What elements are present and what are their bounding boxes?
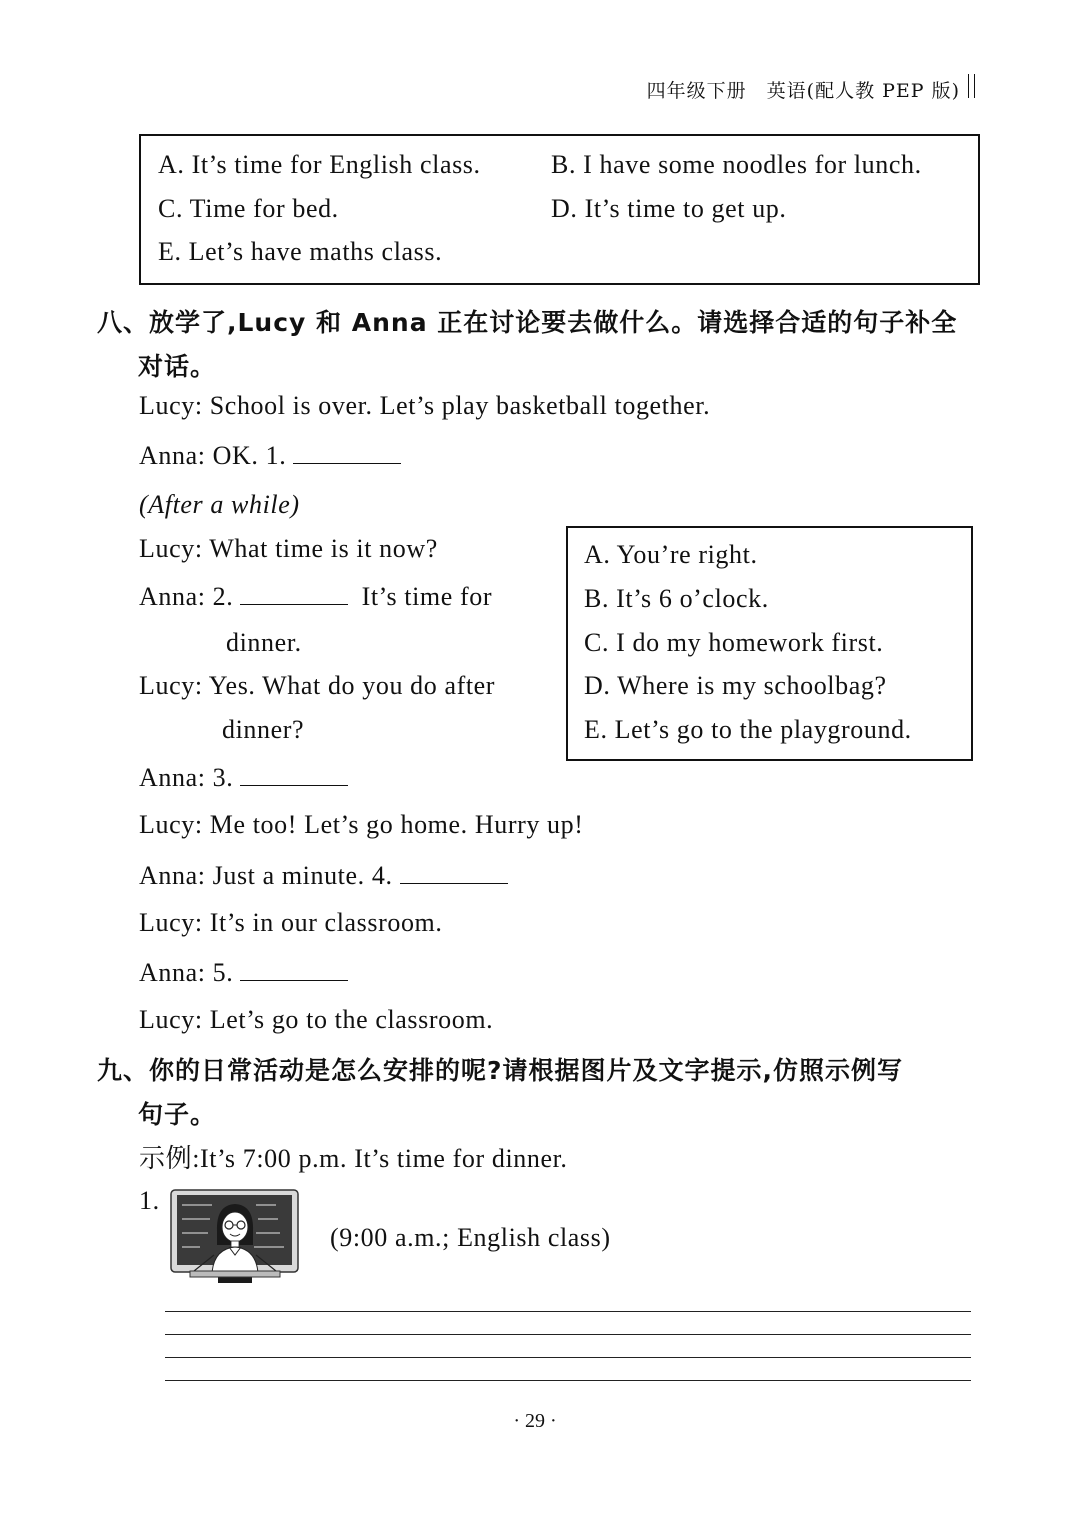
dialogue-line-5: Anna: 2. It’s time for [139,582,493,611]
header-rule [968,74,975,98]
option-b-top: B. I have some noodles for lunch. [551,150,922,179]
dialogue-line-5-cont: dinner. [226,628,302,657]
writing-line-4[interactable] [165,1380,971,1381]
dialogue-line-2: Anna: OK. 1. [139,439,401,471]
dialogue-line-7: Anna: 3. [139,761,348,793]
section8-title-cont: 对话。 [138,352,217,381]
dialogue-line-8: Lucy: Me too! Let’s go home. Hurry up! [139,810,584,839]
dialogue-line-9: Anna: Just a minute. 4. [139,859,508,891]
dialogue-option-d: D. Where is my schoolbag? [584,671,887,700]
writing-line-3[interactable] [165,1357,971,1358]
section8-title: 八、放学了,Lucy 和 Anna 正在讨论要去做什么。请选择合适的句子补全 [97,308,958,337]
page-number: · 29 · [513,1410,557,1432]
dialogue-line-12: Lucy: Let’s go to the classroom. [139,1005,494,1034]
answer-blank-5[interactable] [240,956,348,981]
dialogue-line-10: Lucy: It’s in our classroom. [139,908,443,937]
dialogue-option-e: E. Let’s go to the playground. [584,715,912,744]
dialogue-line-4: Lucy: What time is it now? [139,534,438,563]
answer-blank-1[interactable] [293,439,401,464]
dialogue-option-b: B. It’s 6 o’clock. [584,584,769,613]
example-sentence: 示例:It’s 7:00 p.m. It’s time for dinner. [139,1144,568,1173]
dialogue-line-1: Lucy: School is over. Let’s play basketball together. [139,391,711,420]
running-header: 四年级下册 英语(配人教 PEP 版) [646,80,960,102]
writing-hint: (9:00 a.m.; English class) [330,1223,611,1252]
answer-blank-4[interactable] [400,859,508,884]
option-e-top: E. Let’s have maths class. [158,237,443,266]
option-d-top: D. It’s time to get up. [551,194,787,223]
dialogue-option-a: A. You’re right. [584,540,758,569]
stage-direction: (After a while) [139,490,300,519]
teacher-blackboard-illustration [170,1189,300,1293]
section9-title-cont: 句子。 [138,1100,217,1129]
answer-blank-3[interactable] [240,761,348,786]
dialogue-line-11: Anna: 5. [139,956,348,988]
dialogue-line-6-cont: dinner? [222,715,305,744]
option-a-top: A. It’s time for English class. [158,150,481,179]
answer-blank-2[interactable] [240,580,348,605]
writing-line-2[interactable] [165,1334,971,1335]
writing-line-1[interactable] [165,1311,971,1312]
section9-title: 九、你的日常活动是怎么安排的呢?请根据图片及文字提示,仿照示例写 [97,1056,904,1085]
item-number: 1. [139,1186,160,1215]
dialogue-line-6: Lucy: Yes. What do you do after [139,671,496,700]
option-c-top: C. Time for bed. [158,194,339,223]
dialogue-option-c: C. I do my homework first. [584,628,884,657]
